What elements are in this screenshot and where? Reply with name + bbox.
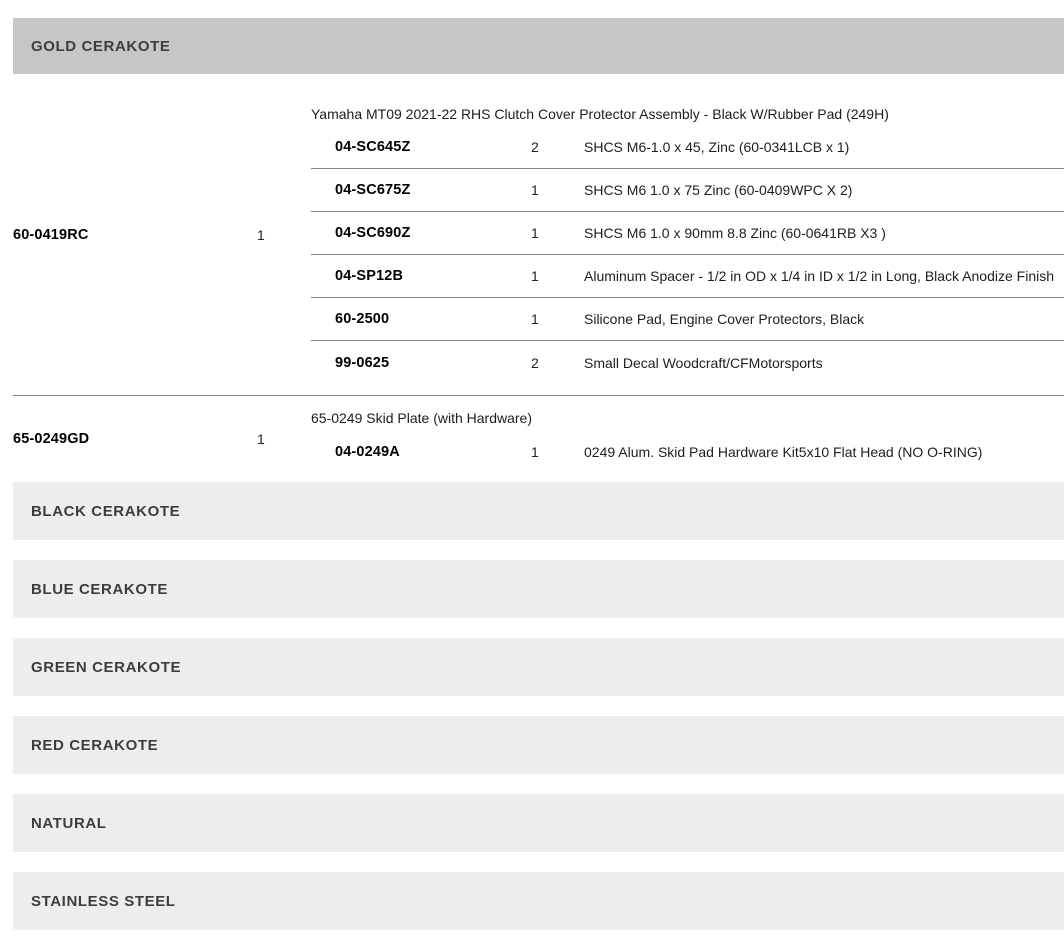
component-description: Silicone Pad, Engine Cover Protectors, Black — [584, 311, 865, 327]
kit-components-table — [311, 74, 1064, 395]
section-header-toggle[interactable] — [13, 794, 1064, 852]
component-part-number: 04-SP12B — [335, 268, 404, 284]
component-qty: 1 — [531, 268, 539, 284]
component-description: SHCS M6-1.0 x 45, Zinc (60-0341LCB x 1) — [584, 139, 850, 155]
kit-part-number: 65-0249GD — [13, 431, 90, 447]
kit-qty: 1 — [257, 431, 265, 447]
component-qty: 1 — [531, 311, 539, 327]
accordion-section — [13, 482, 1064, 540]
accordion-section — [13, 18, 1064, 482]
section-list — [13, 18, 1064, 930]
component-row — [311, 341, 1064, 384]
component-row — [311, 212, 1064, 255]
kit-title: Yamaha MT09 2021-22 RHS Clutch Cover Protector Assembly - Black W/Rubber Pad (249H) — [311, 106, 889, 122]
component-part-number: 04-0249A — [335, 443, 400, 460]
section-header-label: NATURAL — [31, 814, 107, 832]
kit-title: 65-0249 Skid Plate (with Hardware) — [311, 410, 532, 426]
component-description: Aluminum Spacer - 1/2 in OD x 1/4 in ID x 1/2 in Long, Black Anodize Finish — [584, 268, 1055, 284]
section-header-toggle[interactable] — [13, 872, 1064, 930]
component-description: SHCS M6 1.0 x 75 Zinc (60-0409WPC X 2) — [584, 182, 853, 198]
section-header-toggle[interactable] — [13, 638, 1064, 696]
section-header-label: GREEN CERAKOTE — [31, 658, 182, 676]
section-header-toggle[interactable] — [13, 716, 1064, 774]
accordion-section — [13, 716, 1064, 774]
section-header-label: RED CERAKOTE — [31, 736, 159, 754]
section-header-toggle[interactable] — [13, 18, 1064, 74]
component-row — [311, 430, 1064, 473]
section-header-label: STAINLESS STEEL — [31, 892, 176, 910]
component-row — [311, 169, 1064, 212]
component-part-number: 04-SC675Z — [335, 182, 411, 198]
accordion-section — [13, 560, 1064, 618]
section-body — [13, 74, 1064, 482]
kit-row — [13, 395, 1064, 482]
kit-row — [13, 74, 1064, 395]
component-part-number: 04-SC645Z — [335, 139, 411, 155]
kit-qty: 1 — [257, 226, 265, 243]
accordion-section — [13, 794, 1064, 852]
component-qty: 2 — [531, 354, 539, 371]
component-part-number: 99-0625 — [335, 354, 390, 371]
component-qty: 1 — [531, 182, 539, 198]
component-row — [311, 298, 1064, 341]
accordion-section — [13, 638, 1064, 696]
component-qty: 2 — [531, 139, 539, 155]
component-part-number: 04-SC690Z — [335, 225, 411, 241]
kit-part-number: 60-0419RC — [13, 226, 89, 243]
accordion-section — [13, 872, 1064, 930]
component-list — [311, 126, 1064, 384]
component-row — [311, 255, 1064, 298]
section-header-toggle[interactable] — [13, 560, 1064, 618]
kit-components-table — [311, 396, 1064, 482]
component-list — [311, 430, 1064, 473]
component-qty: 1 — [531, 225, 539, 241]
section-header-label: BLUE CERAKOTE — [31, 580, 168, 598]
component-qty: 1 — [531, 443, 539, 460]
component-row — [311, 126, 1064, 169]
component-description: 0249 Alum. Skid Pad Hardware Kit5x10 Flat Head (NO O-RING) — [584, 443, 983, 460]
section-header-label: GOLD CERAKOTE — [31, 37, 171, 55]
section-header-toggle[interactable] — [13, 482, 1064, 540]
section-header-label: BLACK CERAKOTE — [31, 502, 181, 520]
component-description: Small Decal Woodcraft/CFMotorsports — [584, 354, 823, 371]
component-part-number: 60-2500 — [335, 311, 390, 327]
component-description: SHCS M6 1.0 x 90mm 8.8 Zinc (60-0641RB X3 ) — [584, 225, 886, 241]
